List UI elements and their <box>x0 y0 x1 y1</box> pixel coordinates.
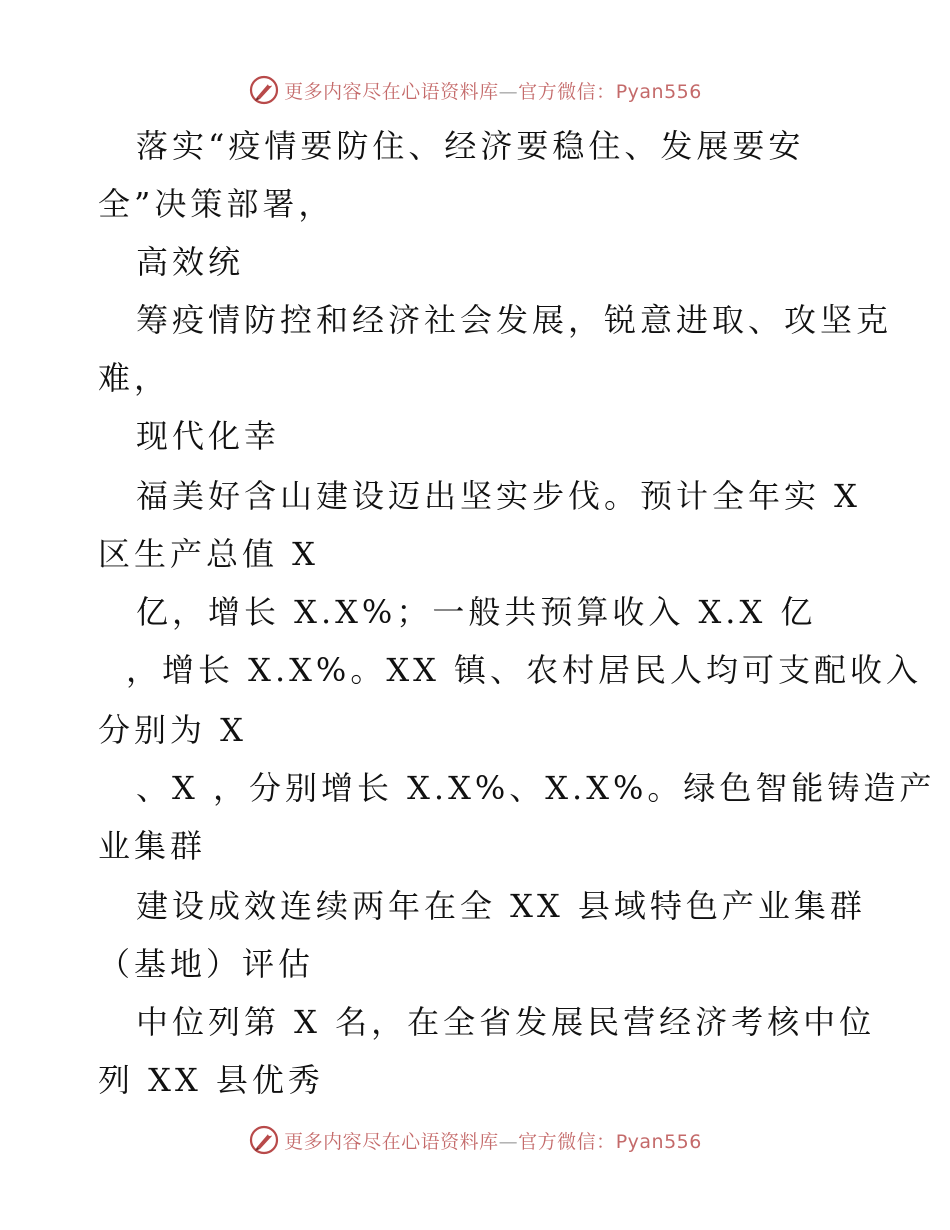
watermark-dash: — <box>498 80 519 103</box>
body-line: 筹疫情防控和经济社会发展，锐意进取、攻坚克 <box>136 301 893 339</box>
body-line: 福美好含山建设迈出坚实步伐。预计全年实 X <box>136 477 861 515</box>
footer-watermark <box>0 1120 950 1160</box>
watermark-main-text: 更多内容尽在心语资料库 <box>284 80 499 103</box>
body-line: 区生产总值 X <box>98 535 319 573</box>
watermark-label: 官方微信： <box>518 80 616 103</box>
body-line: 业集群 <box>98 827 207 865</box>
watermark-main-text: 更多内容尽在心语资料库 <box>284 1130 499 1153</box>
body-line: 、X ，分别增长 X.X%、X.X%。绿色智能铸造产 <box>136 769 936 807</box>
watermark-group <box>248 1124 702 1156</box>
body-line: 全”决策部署， <box>98 185 335 223</box>
body-line: 列 XX 县优秀 <box>98 1061 324 1099</box>
body-line: 中位列第 X 名，在全省发展民营经济考核中位 <box>136 1003 876 1041</box>
body-line: 高效统 <box>136 243 245 281</box>
body-line: 建设成效连续两年在全 XX 县域特色产业集群 <box>136 887 866 925</box>
body-line: 难， <box>98 359 171 397</box>
watermark-handle: Pyan556 <box>615 1130 702 1153</box>
body-line: 亿，增长 X.X%；一般共预算收入 X.X 亿 <box>136 593 817 631</box>
body-line: ，增长 X.X%。XX 镇、农村居民人均可支配收入 <box>126 651 923 689</box>
body-line: （基地）评估 <box>98 945 315 983</box>
quill-pen-logo-icon <box>248 1124 280 1156</box>
body-line: 落实“疫情要防住、经济要稳住、发展要安 <box>136 127 805 165</box>
body-line: 分别为 X <box>98 711 247 749</box>
watermark-handle: Pyan556 <box>615 80 702 103</box>
body-line: 现代化幸 <box>136 417 281 455</box>
watermark-label: 官方微信： <box>518 1130 616 1153</box>
watermark-dash: — <box>498 1130 519 1153</box>
